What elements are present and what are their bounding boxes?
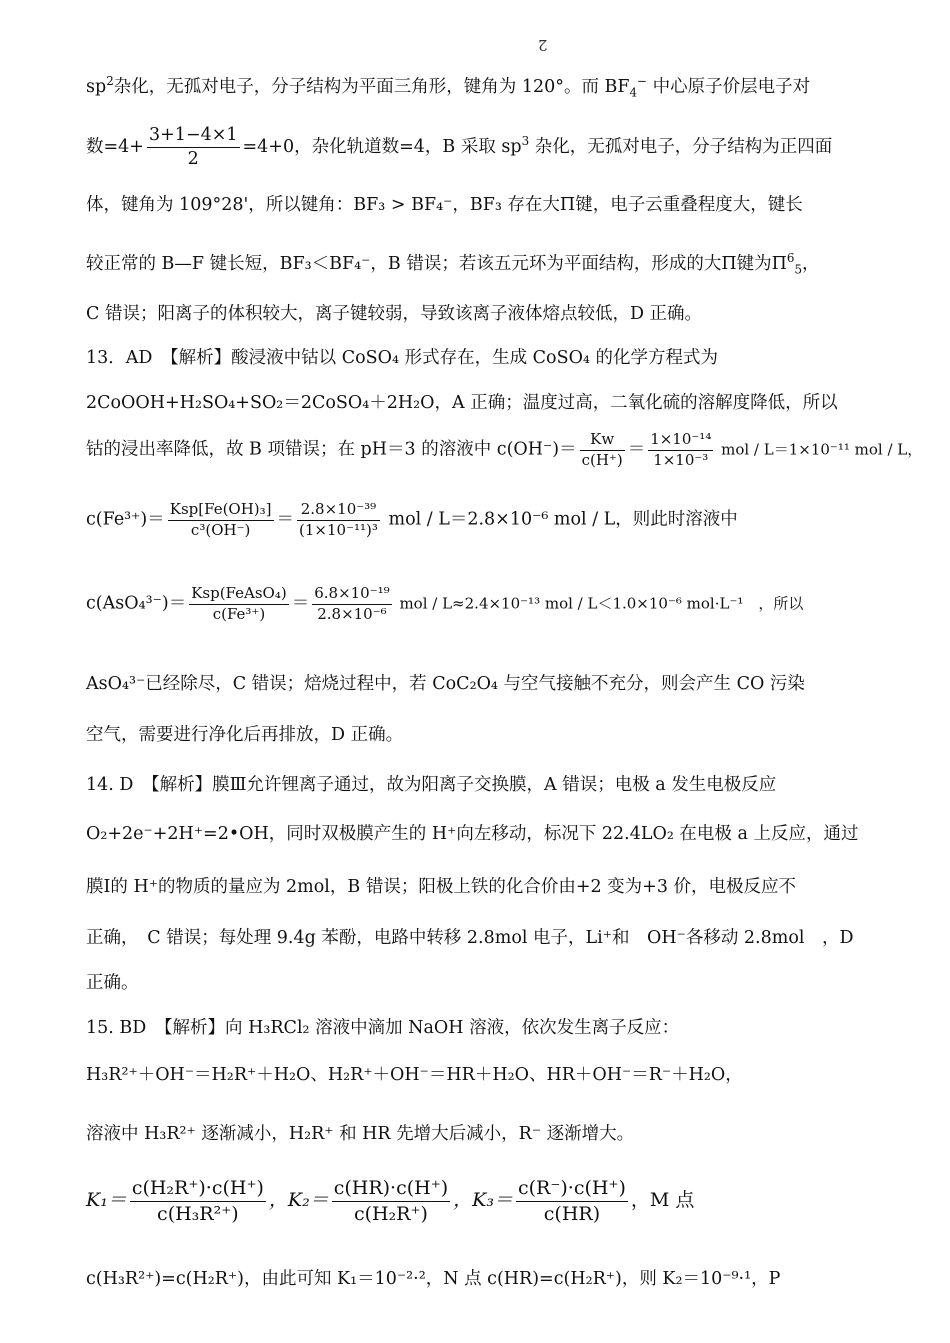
q15-equilibrium-constants: K₁＝ $\frac{\text{c(H₂R⁺)·c(H⁺)}}{\text{c(H₃R²⁺)}}$ ，K₂＝ $\frac{c(HR)\cdot c(H^+)}{\text{c(H₂R⁺)}}$ ，K₃＝ $\frac{c(R^-)\cdot c(H^+)}{c(HR)}$ ，M 点: [86, 1177, 695, 1225]
p12-line-3: 体，键角为 109°28'，所以键角：BF₃ > BF₄⁻，BF₃ 存在大Π键，电子云重叠程度大，键长: [86, 195, 803, 215]
q13-line-7: 空气，需要进行净化后再排放，D 正确。: [86, 725, 404, 745]
p12-line-1: $sp^2$杂化，无孤对电子，分子结构为平面三角形，键角为 120°。而 $BF_4^-$ 中心原子价层电子对: [86, 74, 811, 100]
p12-line-4: 较正常的 B—F 键长短，BF₃＜BF₄⁻，B 错误；若该五元环为平面结构，形成的大П键为$\Pi^6_5$，: [86, 251, 820, 277]
q13-line-3: 钴的浸出率降低，故 B 项错误；在 pH＝3 的溶液中 c(OH⁻)＝ $\frac{Kw}{c(H^+)}$ ＝ $\frac{\text{1×10⁻¹⁴}}{\text{1×10⁻³}}$ mol / L＝1×10⁻¹¹ mol / L，: [86, 430, 923, 469]
page-number: 2: [538, 36, 548, 54]
q13-line-2: 2CoOOH+H₂SO₄+SO₂＝2CoSO₄＋2H₂O，A 正确；温度过高，二氧化硫的溶解度降低，所以: [86, 393, 838, 413]
fraction: $\frac{\text{2.8×10⁻³⁹}}{\text{(1×10⁻¹¹)³}}$: [299, 500, 378, 539]
fraction: $\frac{3+1-4\times 1}{2}$: [148, 125, 238, 169]
q15-line-3: 溶液中 H₃R²⁺ 逐渐减小，H₂R⁺ 和 HR 先增大后减小，R⁻ 逐渐增大。: [86, 1124, 635, 1144]
q14-line-4: 正确， C 错误；每处理 9.4g 苯酚，电路中转移 2.8mol 电子，Li⁺和 OH⁻各移动 2.8mol ，D: [86, 928, 854, 948]
q15-line-2: H₃R²⁺＋OH⁻＝H₂R⁺＋H₂O、H₂R⁺＋OH⁻＝HR＋H₂O、HR＋OH⁻＝R⁻＋H₂O，: [86, 1065, 743, 1085]
q15-line-1: 15. BD 【解析】向 H₃RCl₂ 溶液中滴加 NaOH 溶液，依次发生离子反应：: [86, 1018, 680, 1038]
q14-line-3: 膜Ⅰ的 H⁺的物质的量应为 2mol，B 错误；阳极上铁的化合价由+2 变为+3 价，电极反应不: [86, 877, 797, 897]
fraction: $\frac{\text{Ksp[Fe(OH)₃]}}{\text{c³(OH⁻)}}$: [169, 500, 272, 539]
fraction: $\frac{\text{c(H₂R⁺)·c(H⁺)}}{\text{c(H₃R²⁺)}}$: [131, 1177, 264, 1225]
p12-line-2: 数=4+ $\frac{3+1-4\times 1}{2}$ =4+0，杂化轨道数=4，B 采取 $sp^3$ 杂化，无孤对电子，分子结构为正四面: [86, 125, 833, 169]
fraction: $\frac{Kw}{c(H^+)}$: [581, 430, 623, 469]
q14-line-1: 14. D 【解析】膜Ⅲ允许锂离子通过，故为阳离子交换膜，A 错误；电极 a 发生电极反应: [86, 775, 777, 795]
q14-line-2: O₂+2e⁻+2H⁺=2•OH，同时双极膜产生的 H⁺向左移动，标况下 22.4LO₂ 在电极 a 上反应，通过: [86, 824, 859, 844]
q14-line-5: 正确。: [86, 973, 139, 993]
q13-line-5: c(AsO₄³⁻)＝ $\frac{\text{Ksp(FeAsO₄)}}{\text{c(Fe³⁺)}}$ ＝ $\frac{\text{6.8×10⁻¹⁹}}{\text{2.8×10⁻⁶}}$ mol / L≈2.4×10⁻¹³ mol / L＜1.0×10⁻⁶ mol·L⁻¹ ，所以: [86, 584, 804, 623]
q15-line-5-cut: c(H₃R²⁺)=c(H₂R⁺)，由此可知 K₁＝10⁻²·²，N 点 c(HR)=c(H₂R⁺)，则 K₂＝10⁻⁹·¹，P: [86, 1269, 781, 1289]
q13-line-4: c(Fe³⁺)＝ $\frac{\text{Ksp[Fe(OH)₃]}}{\text{c³(OH⁻)}}$ ＝ $\frac{\text{2.8×10⁻³⁹}}{\text{(1×10⁻¹¹)³}}$ mol / L＝2.8×10⁻⁶ mol / L，则此时溶液中: [86, 500, 738, 539]
fraction: $\frac{c(HR)\cdot c(H^+)}{\text{c(H₂R⁺)}}$: [333, 1177, 449, 1225]
fraction: $\frac{\text{Ksp(FeAsO₄)}}{\text{c(Fe³⁺)}}$: [191, 584, 287, 623]
p12-line-5: C 错误；阳离子的体积较大，离子键较弱，导致该离子液体熔点较低，D 正确。: [86, 304, 703, 324]
fraction: $\frac{c(R^-)\cdot c(H^+)}{c(HR)}$: [517, 1177, 626, 1225]
q13-line-1: 13．AD 【解析】酸浸液中钴以 CoSO₄ 形式存在，生成 CoSO₄ 的化学方程式为: [86, 348, 718, 368]
fraction: $\frac{\text{1×10⁻¹⁴}}{\text{1×10⁻³}}$: [650, 430, 712, 469]
fraction: $\frac{\text{6.8×10⁻¹⁹}}{\text{2.8×10⁻⁶}}$: [314, 584, 390, 623]
q13-line-6: AsO₄³⁻已经除尽，C 错误；焙烧过程中，若 CoC₂O₄ 与空气接触不充分，则会产生 CO 污染: [86, 674, 805, 694]
